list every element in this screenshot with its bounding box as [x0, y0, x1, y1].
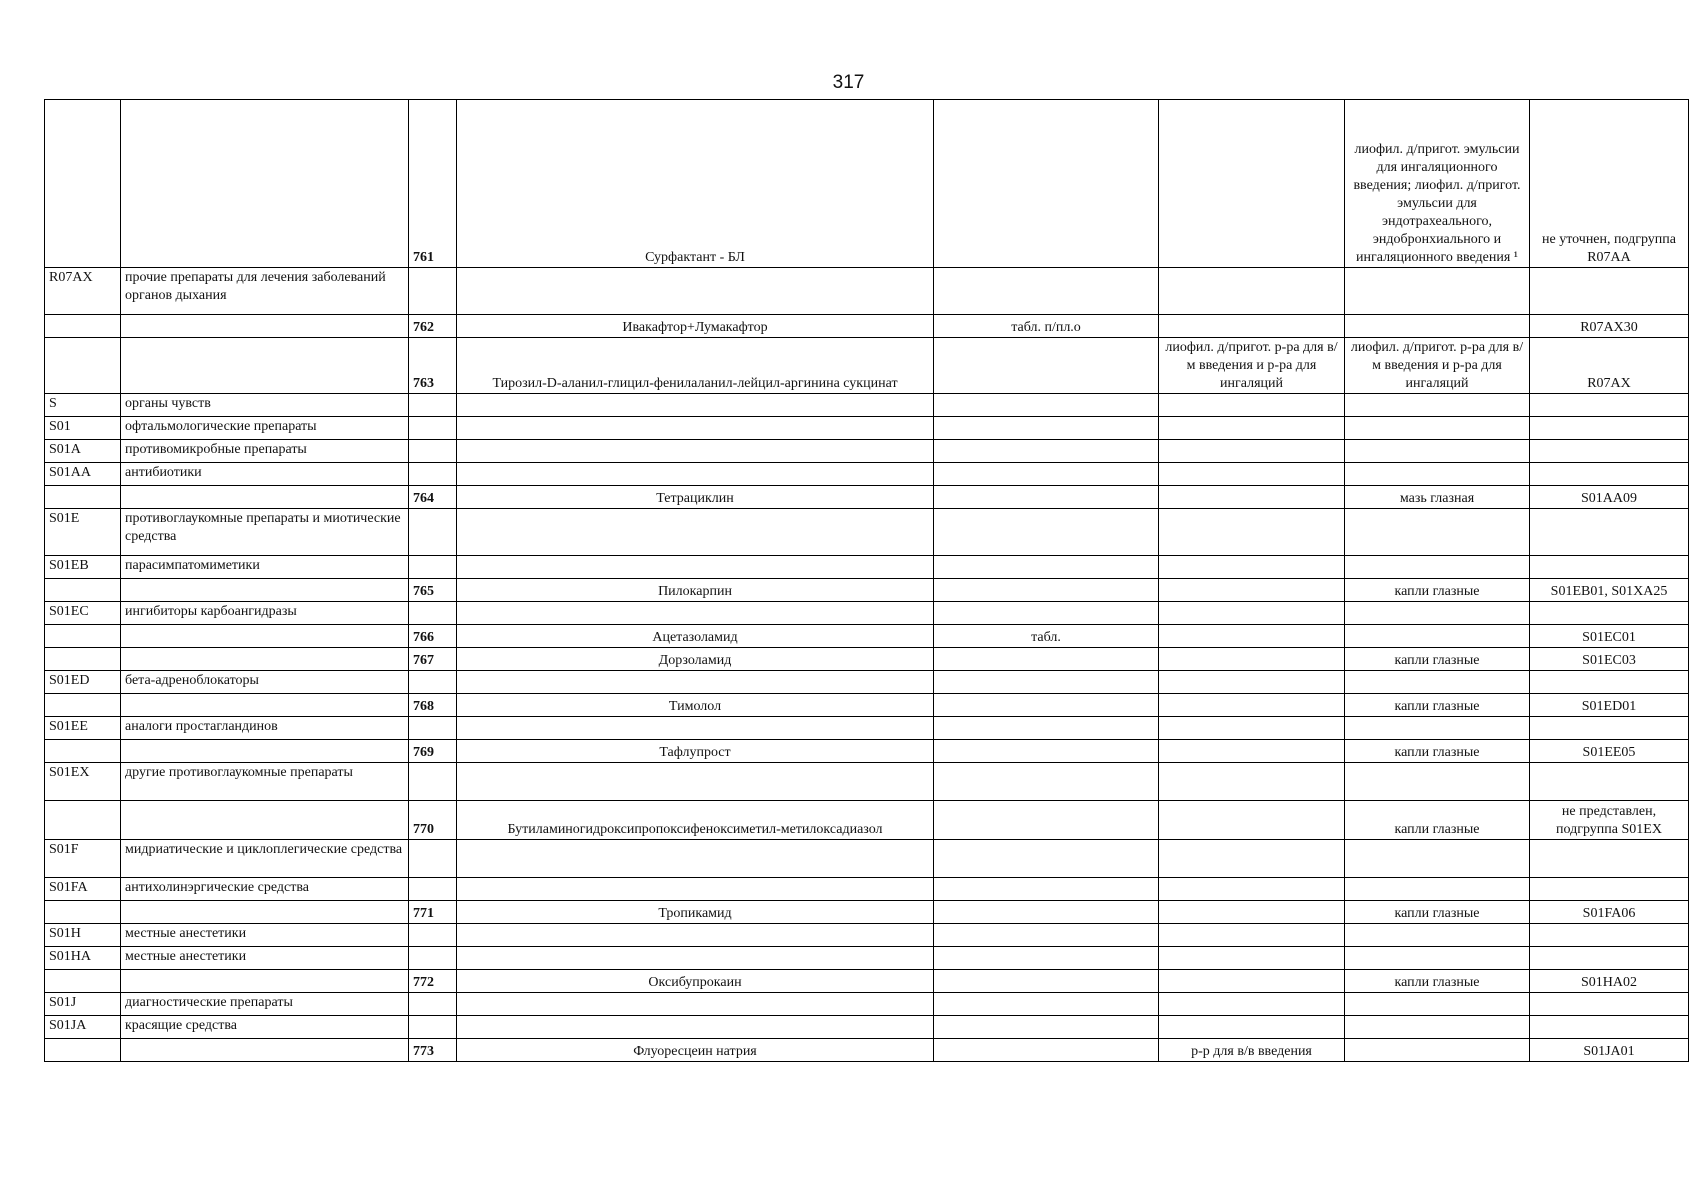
group-name-cell: антихолинэргические средства	[121, 878, 409, 901]
atc-reference-cell	[1530, 417, 1689, 440]
atc-reference-cell: S01JA01	[1530, 1039, 1689, 1062]
atc-reference-cell: R07AX	[1530, 338, 1689, 394]
item-number-cell	[409, 717, 457, 740]
extended-form-cell	[1159, 394, 1345, 417]
extended-form-cell	[1159, 878, 1345, 901]
table-row	[45, 394, 1689, 417]
table-body	[45, 100, 1689, 1062]
insured-form-cell	[1345, 1039, 1530, 1062]
dosage-form-cell	[934, 556, 1159, 579]
item-number-cell	[409, 1016, 457, 1039]
extended-form-cell	[1159, 694, 1345, 717]
insured-form-cell: капли глазные	[1345, 694, 1530, 717]
insured-form-cell	[1345, 993, 1530, 1016]
atc-code-cell	[45, 901, 121, 924]
dosage-form-cell	[934, 394, 1159, 417]
atc-code-cell: S01J	[45, 993, 121, 1016]
group-name-cell: ингибиторы карбоангидразы	[121, 602, 409, 625]
atc-code-cell: S01	[45, 417, 121, 440]
item-number-cell	[409, 763, 457, 801]
table-row	[45, 970, 1689, 993]
item-number-cell: 773	[409, 1039, 457, 1062]
extended-form-cell	[1159, 671, 1345, 694]
atc-reference-cell	[1530, 602, 1689, 625]
group-name-cell	[121, 694, 409, 717]
insured-form-cell	[1345, 947, 1530, 970]
extended-form-cell	[1159, 717, 1345, 740]
group-name-cell: другие противоглаукомные препараты	[121, 763, 409, 801]
atc-reference-cell	[1530, 509, 1689, 556]
dosage-form-cell	[934, 801, 1159, 840]
extended-form-cell: лиофил. д/пригот. р-ра для в/м введения и р-ра для ингаляций	[1159, 338, 1345, 394]
group-name-cell	[121, 100, 409, 268]
atc-code-cell	[45, 100, 121, 268]
item-number-cell	[409, 509, 457, 556]
item-number-cell	[409, 556, 457, 579]
group-name-cell: парасимпатомиметики	[121, 556, 409, 579]
atc-reference-cell	[1530, 717, 1689, 740]
item-number-cell: 761	[409, 100, 457, 268]
group-name-cell: местные анестетики	[121, 947, 409, 970]
insured-form-cell	[1345, 840, 1530, 878]
extended-form-cell	[1159, 763, 1345, 801]
atc-code-cell: S01JA	[45, 1016, 121, 1039]
drug-name-cell: Бутиламиногидроксипропоксифеноксиметил-метилоксадиазол	[457, 801, 934, 840]
extended-form-cell	[1159, 315, 1345, 338]
dosage-form-cell	[934, 100, 1159, 268]
atc-reference-cell: S01HA02	[1530, 970, 1689, 993]
drug-name-cell	[457, 993, 934, 1016]
insured-form-cell: капли глазные	[1345, 801, 1530, 840]
drug-name-cell: Ивакафтор+Лумакафтор	[457, 315, 934, 338]
dosage-form-cell: табл.	[934, 625, 1159, 648]
extended-form-cell	[1159, 463, 1345, 486]
item-number-cell	[409, 440, 457, 463]
atc-reference-cell: S01AA09	[1530, 486, 1689, 509]
dosage-form-cell	[934, 901, 1159, 924]
dosage-form-cell	[934, 878, 1159, 901]
dosage-form-cell	[934, 602, 1159, 625]
atc-code-cell	[45, 970, 121, 993]
item-number-cell	[409, 993, 457, 1016]
atc-code-cell: S01E	[45, 509, 121, 556]
dosage-form-cell	[934, 717, 1159, 740]
drug-name-cell	[457, 947, 934, 970]
drug-name-cell	[457, 440, 934, 463]
group-name-cell: противоглаукомные препараты и миотические средства	[121, 509, 409, 556]
dosage-form-cell	[934, 440, 1159, 463]
drug-name-cell: Тропикамид	[457, 901, 934, 924]
atc-reference-cell	[1530, 878, 1689, 901]
group-name-cell	[121, 970, 409, 993]
atc-reference-cell: не уточнен, подгруппа R07AA	[1530, 100, 1689, 268]
drug-name-cell	[457, 763, 934, 801]
group-name-cell	[121, 740, 409, 763]
drug-name-cell	[457, 840, 934, 878]
item-number-cell	[409, 268, 457, 315]
item-number-cell	[409, 947, 457, 970]
extended-form-cell	[1159, 625, 1345, 648]
dosage-form-cell	[934, 579, 1159, 602]
group-name-cell: бета-адреноблокаторы	[121, 671, 409, 694]
atc-code-cell: S01FA	[45, 878, 121, 901]
drug-name-cell	[457, 556, 934, 579]
drug-name-cell	[457, 394, 934, 417]
atc-code-cell	[45, 338, 121, 394]
atc-reference-cell: S01ED01	[1530, 694, 1689, 717]
table-row	[45, 1016, 1689, 1039]
atc-code-cell: S01EE	[45, 717, 121, 740]
dosage-form-cell	[934, 417, 1159, 440]
drug-list-table	[44, 99, 1689, 1062]
dosage-form-cell	[934, 694, 1159, 717]
group-name-cell: красящие средства	[121, 1016, 409, 1039]
drug-name-cell: Флуоресцеин натрия	[457, 1039, 934, 1062]
insured-form-cell: капли глазные	[1345, 970, 1530, 993]
group-name-cell: антибиотики	[121, 463, 409, 486]
atc-reference-cell	[1530, 440, 1689, 463]
insured-form-cell	[1345, 878, 1530, 901]
item-number-cell	[409, 394, 457, 417]
table-row	[45, 315, 1689, 338]
group-name-cell: местные анестетики	[121, 924, 409, 947]
item-number-cell: 762	[409, 315, 457, 338]
extended-form-cell	[1159, 1016, 1345, 1039]
insured-form-cell	[1345, 394, 1530, 417]
atc-code-cell	[45, 801, 121, 840]
table-row	[45, 717, 1689, 740]
extended-form-cell	[1159, 740, 1345, 763]
atc-code-cell: R07AX	[45, 268, 121, 315]
table-row	[45, 338, 1689, 394]
insured-form-cell: мазь глазная	[1345, 486, 1530, 509]
group-name-cell	[121, 338, 409, 394]
drug-name-cell: Оксибупрокаин	[457, 970, 934, 993]
dosage-form-cell	[934, 970, 1159, 993]
drug-name-cell	[457, 509, 934, 556]
extended-form-cell	[1159, 100, 1345, 268]
drug-name-cell	[457, 671, 934, 694]
drug-name-cell	[457, 1016, 934, 1039]
dosage-form-cell	[934, 268, 1159, 315]
atc-reference-cell	[1530, 671, 1689, 694]
item-number-cell: 768	[409, 694, 457, 717]
drug-name-cell: Дорзоламид	[457, 648, 934, 671]
atc-code-cell: S01AA	[45, 463, 121, 486]
table-row	[45, 625, 1689, 648]
insured-form-cell	[1345, 1016, 1530, 1039]
atc-code-cell: S01EB	[45, 556, 121, 579]
group-name-cell: противомикробные препараты	[121, 440, 409, 463]
extended-form-cell	[1159, 440, 1345, 463]
item-number-cell	[409, 417, 457, 440]
atc-reference-cell	[1530, 394, 1689, 417]
table-row	[45, 100, 1689, 268]
dosage-form-cell	[934, 1016, 1159, 1039]
atc-code-cell	[45, 740, 121, 763]
atc-reference-cell	[1530, 1016, 1689, 1039]
atc-reference-cell: S01EE05	[1530, 740, 1689, 763]
insured-form-cell: капли глазные	[1345, 740, 1530, 763]
table-row	[45, 694, 1689, 717]
item-number-cell	[409, 878, 457, 901]
insured-form-cell	[1345, 924, 1530, 947]
atc-reference-cell	[1530, 763, 1689, 801]
item-number-cell	[409, 602, 457, 625]
group-name-cell: диагностические препараты	[121, 993, 409, 1016]
insured-form-cell	[1345, 440, 1530, 463]
page-number: 317	[832, 72, 865, 93]
extended-form-cell	[1159, 901, 1345, 924]
item-number-cell: 766	[409, 625, 457, 648]
group-name-cell	[121, 486, 409, 509]
extended-form-cell	[1159, 924, 1345, 947]
table-row	[45, 463, 1689, 486]
insured-form-cell	[1345, 625, 1530, 648]
extended-form-cell: р-р для в/в введения	[1159, 1039, 1345, 1062]
insured-form-cell	[1345, 556, 1530, 579]
atc-code-cell: S01HA	[45, 947, 121, 970]
table-row	[45, 486, 1689, 509]
table-row	[45, 417, 1689, 440]
table-row	[45, 556, 1689, 579]
table-row	[45, 763, 1689, 801]
insured-form-cell: капли глазные	[1345, 648, 1530, 671]
dosage-form-cell	[934, 924, 1159, 947]
dosage-form-cell	[934, 947, 1159, 970]
extended-form-cell	[1159, 486, 1345, 509]
group-name-cell: аналоги простагландинов	[121, 717, 409, 740]
group-name-cell: офтальмологические препараты	[121, 417, 409, 440]
atc-code-cell	[45, 1039, 121, 1062]
dosage-form-cell	[934, 740, 1159, 763]
table-row	[45, 579, 1689, 602]
item-number-cell	[409, 840, 457, 878]
atc-reference-cell: S01EC01	[1530, 625, 1689, 648]
insured-form-cell	[1345, 602, 1530, 625]
insured-form-cell	[1345, 268, 1530, 315]
item-number-cell: 771	[409, 901, 457, 924]
table-row	[45, 671, 1689, 694]
group-name-cell	[121, 579, 409, 602]
atc-reference-cell	[1530, 924, 1689, 947]
drug-name-cell	[457, 924, 934, 947]
table-row	[45, 878, 1689, 901]
atc-code-cell: S01ED	[45, 671, 121, 694]
group-name-cell	[121, 901, 409, 924]
drug-name-cell: Ацетазоламид	[457, 625, 934, 648]
atc-code-cell: S01EC	[45, 602, 121, 625]
atc-code-cell	[45, 315, 121, 338]
extended-form-cell	[1159, 801, 1345, 840]
item-number-cell	[409, 463, 457, 486]
atc-code-cell: S01F	[45, 840, 121, 878]
item-number-cell	[409, 671, 457, 694]
drug-name-cell: Тимолол	[457, 694, 934, 717]
extended-form-cell	[1159, 648, 1345, 671]
item-number-cell: 763	[409, 338, 457, 394]
dosage-form-cell	[934, 1039, 1159, 1062]
insured-form-cell: лиофил. д/пригот. эмульсии для ингаляционного введения; лиофил. д/пригот. эмульсии для эндотрахеального, эндобронхиального и ингаляционного введения ¹	[1345, 100, 1530, 268]
table-row	[45, 440, 1689, 463]
extended-form-cell	[1159, 970, 1345, 993]
drug-name-cell	[457, 602, 934, 625]
insured-form-cell	[1345, 315, 1530, 338]
extended-form-cell	[1159, 840, 1345, 878]
item-number-cell	[409, 924, 457, 947]
dosage-form-cell: табл. п/пл.о	[934, 315, 1159, 338]
insured-form-cell	[1345, 417, 1530, 440]
atc-code-cell	[45, 694, 121, 717]
atc-code-cell	[45, 486, 121, 509]
group-name-cell: мидриатические и циклоплегические средства	[121, 840, 409, 878]
extended-form-cell	[1159, 417, 1345, 440]
dosage-form-cell	[934, 763, 1159, 801]
atc-reference-cell: не представлен, подгруппа S01EX	[1530, 801, 1689, 840]
drug-name-cell: Пилокарпин	[457, 579, 934, 602]
table-row	[45, 740, 1689, 763]
extended-form-cell	[1159, 602, 1345, 625]
insured-form-cell	[1345, 717, 1530, 740]
drug-name-cell	[457, 268, 934, 315]
item-number-cell: 765	[409, 579, 457, 602]
dosage-form-cell	[934, 993, 1159, 1016]
atc-reference-cell	[1530, 463, 1689, 486]
item-number-cell: 769	[409, 740, 457, 763]
table-row	[45, 901, 1689, 924]
drug-name-cell	[457, 417, 934, 440]
dosage-form-cell	[934, 509, 1159, 556]
extended-form-cell	[1159, 509, 1345, 556]
insured-form-cell: капли глазные	[1345, 579, 1530, 602]
atc-code-cell	[45, 648, 121, 671]
insured-form-cell	[1345, 763, 1530, 801]
group-name-cell: органы чувств	[121, 394, 409, 417]
item-number-cell: 772	[409, 970, 457, 993]
atc-reference-cell: S01EC03	[1530, 648, 1689, 671]
atc-reference-cell	[1530, 993, 1689, 1016]
atc-reference-cell: S01EB01, S01XA25	[1530, 579, 1689, 602]
dosage-form-cell	[934, 648, 1159, 671]
extended-form-cell	[1159, 947, 1345, 970]
atc-reference-cell	[1530, 268, 1689, 315]
table-row	[45, 648, 1689, 671]
insured-form-cell	[1345, 509, 1530, 556]
dosage-form-cell	[934, 840, 1159, 878]
drug-name-cell	[457, 878, 934, 901]
atc-code-cell: S01A	[45, 440, 121, 463]
extended-form-cell	[1159, 579, 1345, 602]
extended-form-cell	[1159, 556, 1345, 579]
group-name-cell	[121, 625, 409, 648]
insured-form-cell: капли глазные	[1345, 901, 1530, 924]
drug-name-cell: Тафлупрост	[457, 740, 934, 763]
table-row	[45, 924, 1689, 947]
table-row	[45, 840, 1689, 878]
table-row	[45, 1039, 1689, 1062]
dosage-form-cell	[934, 671, 1159, 694]
group-name-cell	[121, 801, 409, 840]
insured-form-cell	[1345, 671, 1530, 694]
extended-form-cell	[1159, 993, 1345, 1016]
dosage-form-cell	[934, 486, 1159, 509]
group-name-cell: прочие препараты для лечения заболеваний органов дыхания	[121, 268, 409, 315]
drug-name-cell	[457, 717, 934, 740]
atc-code-cell: S	[45, 394, 121, 417]
dosage-form-cell	[934, 463, 1159, 486]
table-row	[45, 993, 1689, 1016]
item-number-cell: 764	[409, 486, 457, 509]
dosage-form-cell	[934, 338, 1159, 394]
table-row	[45, 602, 1689, 625]
drug-name-cell	[457, 463, 934, 486]
group-name-cell	[121, 315, 409, 338]
atc-code-cell	[45, 625, 121, 648]
table-row	[45, 509, 1689, 556]
atc-reference-cell	[1530, 947, 1689, 970]
insured-form-cell: лиофил. д/пригот. р-ра для в/м введения и р-ра для ингаляций	[1345, 338, 1530, 394]
atc-reference-cell: R07AX30	[1530, 315, 1689, 338]
group-name-cell	[121, 1039, 409, 1062]
drug-name-cell: Тетрациклин	[457, 486, 934, 509]
drug-name-cell: Тирозил-D-аланил-глицил-фенилаланил-лейцил-аргинина сукцинат	[457, 338, 934, 394]
table-row	[45, 947, 1689, 970]
item-number-cell: 770	[409, 801, 457, 840]
drug-name-cell: Сурфактант - БЛ	[457, 100, 934, 268]
item-number-cell: 767	[409, 648, 457, 671]
extended-form-cell	[1159, 268, 1345, 315]
group-name-cell	[121, 648, 409, 671]
table-row	[45, 801, 1689, 840]
atc-reference-cell	[1530, 556, 1689, 579]
table-row	[45, 268, 1689, 315]
atc-reference-cell	[1530, 840, 1689, 878]
atc-code-cell: S01EX	[45, 763, 121, 801]
atc-code-cell: S01H	[45, 924, 121, 947]
insured-form-cell	[1345, 463, 1530, 486]
atc-code-cell	[45, 579, 121, 602]
atc-reference-cell: S01FA06	[1530, 901, 1689, 924]
